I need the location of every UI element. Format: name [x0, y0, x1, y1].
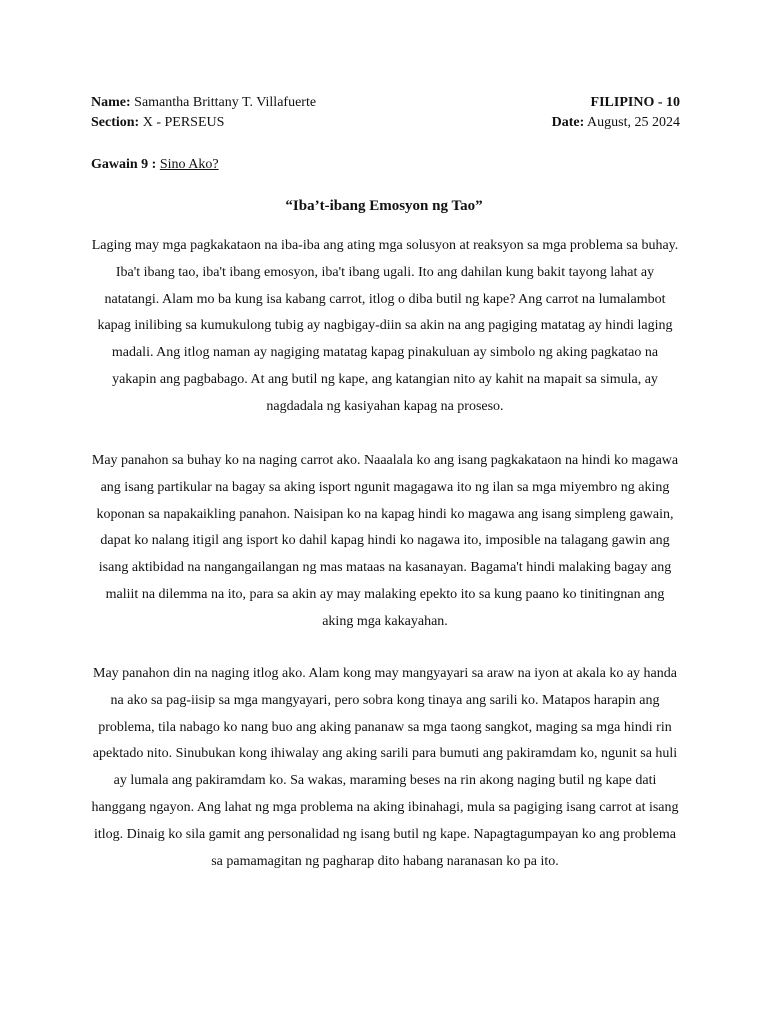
date-value: August, 25 2024	[584, 115, 680, 130]
header-row-name	[91, 93, 680, 113]
section-value: X - PERSEUS	[139, 115, 225, 130]
subject-label: FILIPINO - 10	[590, 95, 680, 110]
paragraph-1: Laging may mga pagkakataon na iba-iba ang ating mga solusyon at reaksyon sa mga problema sa buhay. Iba't ibang tao, iba't ibang emosyon, iba't ibang ugali. Ito ang dahilan kung bakit tayong lahat ay natatangi. Alam mo ba kung isa kabang carrot, itlog o diba butil ng kape? Ang carrot na lumalambot kapag inilibing sa kumukulong tubig ay nagbigay-diin sa akin na ang pagiging matatag ay hindi laging madali. Ang itlog naman ay nagiging matatag kapag pinakuluan ay simbolo ng aking pagkatao na yakapin ang pagbabago. At ang butil ng kape, ang katangian nito ay kahit na mapait sa simula, ay nagdadala ng kasiyahan kapag na proseso.	[91, 238, 679, 414]
activity-line	[91, 155, 219, 175]
paragraph-3: May panahon din na naging itlog ako. Alam kong may mangyayari sa araw na iyon at akala ko ay handa na ako sa pag-iisip sa mga mangyayari, pero sobra kong tinaya ang sarili ko. Matapos harapin ang problema, tila nabago ko nang buo ang aking pananaw sa mga taong sangkot, maging sa mga hindi rin apektado nito. Sinubukan kong ihiwalay ang aking sarili para bumuti ang pakiramdam ko, ngunit sa huli ay lumala ang pakiramdam ko. Sa wakas, maraming beses na rin akong naging butil ng kape dati hanggang ngayon. Ang lahat ng mga problema na aking ibinahagi, mula sa pagiging isang carrot at isang itlog. Dinaig ko sila gamit ang personalidad ng isang butil ng kape. Napagtagumpayan ko ang problema sa pamamagitan ng pagharap dito habang naranasan ko pa ito.	[91, 666, 679, 869]
name-field	[91, 93, 316, 113]
document-title: “Iba’t-ibang Emosyon ng Tao”	[285, 198, 483, 214]
name-label: Name:	[91, 95, 131, 110]
paragraph-2: May panahon sa buhay ko na naging carrot ako. Naaalala ko ang isang pagkakataon na hindi ko magawa ang isang partikular na bagay sa aking isport ngunit magagawa ito ng ilan sa mga miyembro ng aking koponan sa napakaikling panahon. Naisipan ko na kapag hindi ko magawa ang isang simpleng gawain, dapat ko nalang itigil ang isport ko dahil kapag hindi ko nagawa ito, imposible na talagang gawin ang isang aktibidad na nangangailangan ng mas mataas na kasanayan. Bagama't hindi malaking bagay ang maliit na dilemma na ito, para sa akin ay may malaking epekto ito sa kung paano ko tinitingnan ang aking mga kakayahan.	[91, 453, 679, 629]
section-field	[91, 113, 224, 133]
date-field	[552, 113, 680, 133]
activity-title: Sino Ako?	[159, 157, 219, 172]
activity-label: Gawain 9 :	[91, 157, 157, 172]
name-value: Samantha Brittany T. Villafuerte	[130, 95, 317, 110]
header-row-section	[91, 113, 680, 133]
section-label: Section:	[91, 115, 140, 130]
date-label: Date:	[551, 115, 585, 130]
